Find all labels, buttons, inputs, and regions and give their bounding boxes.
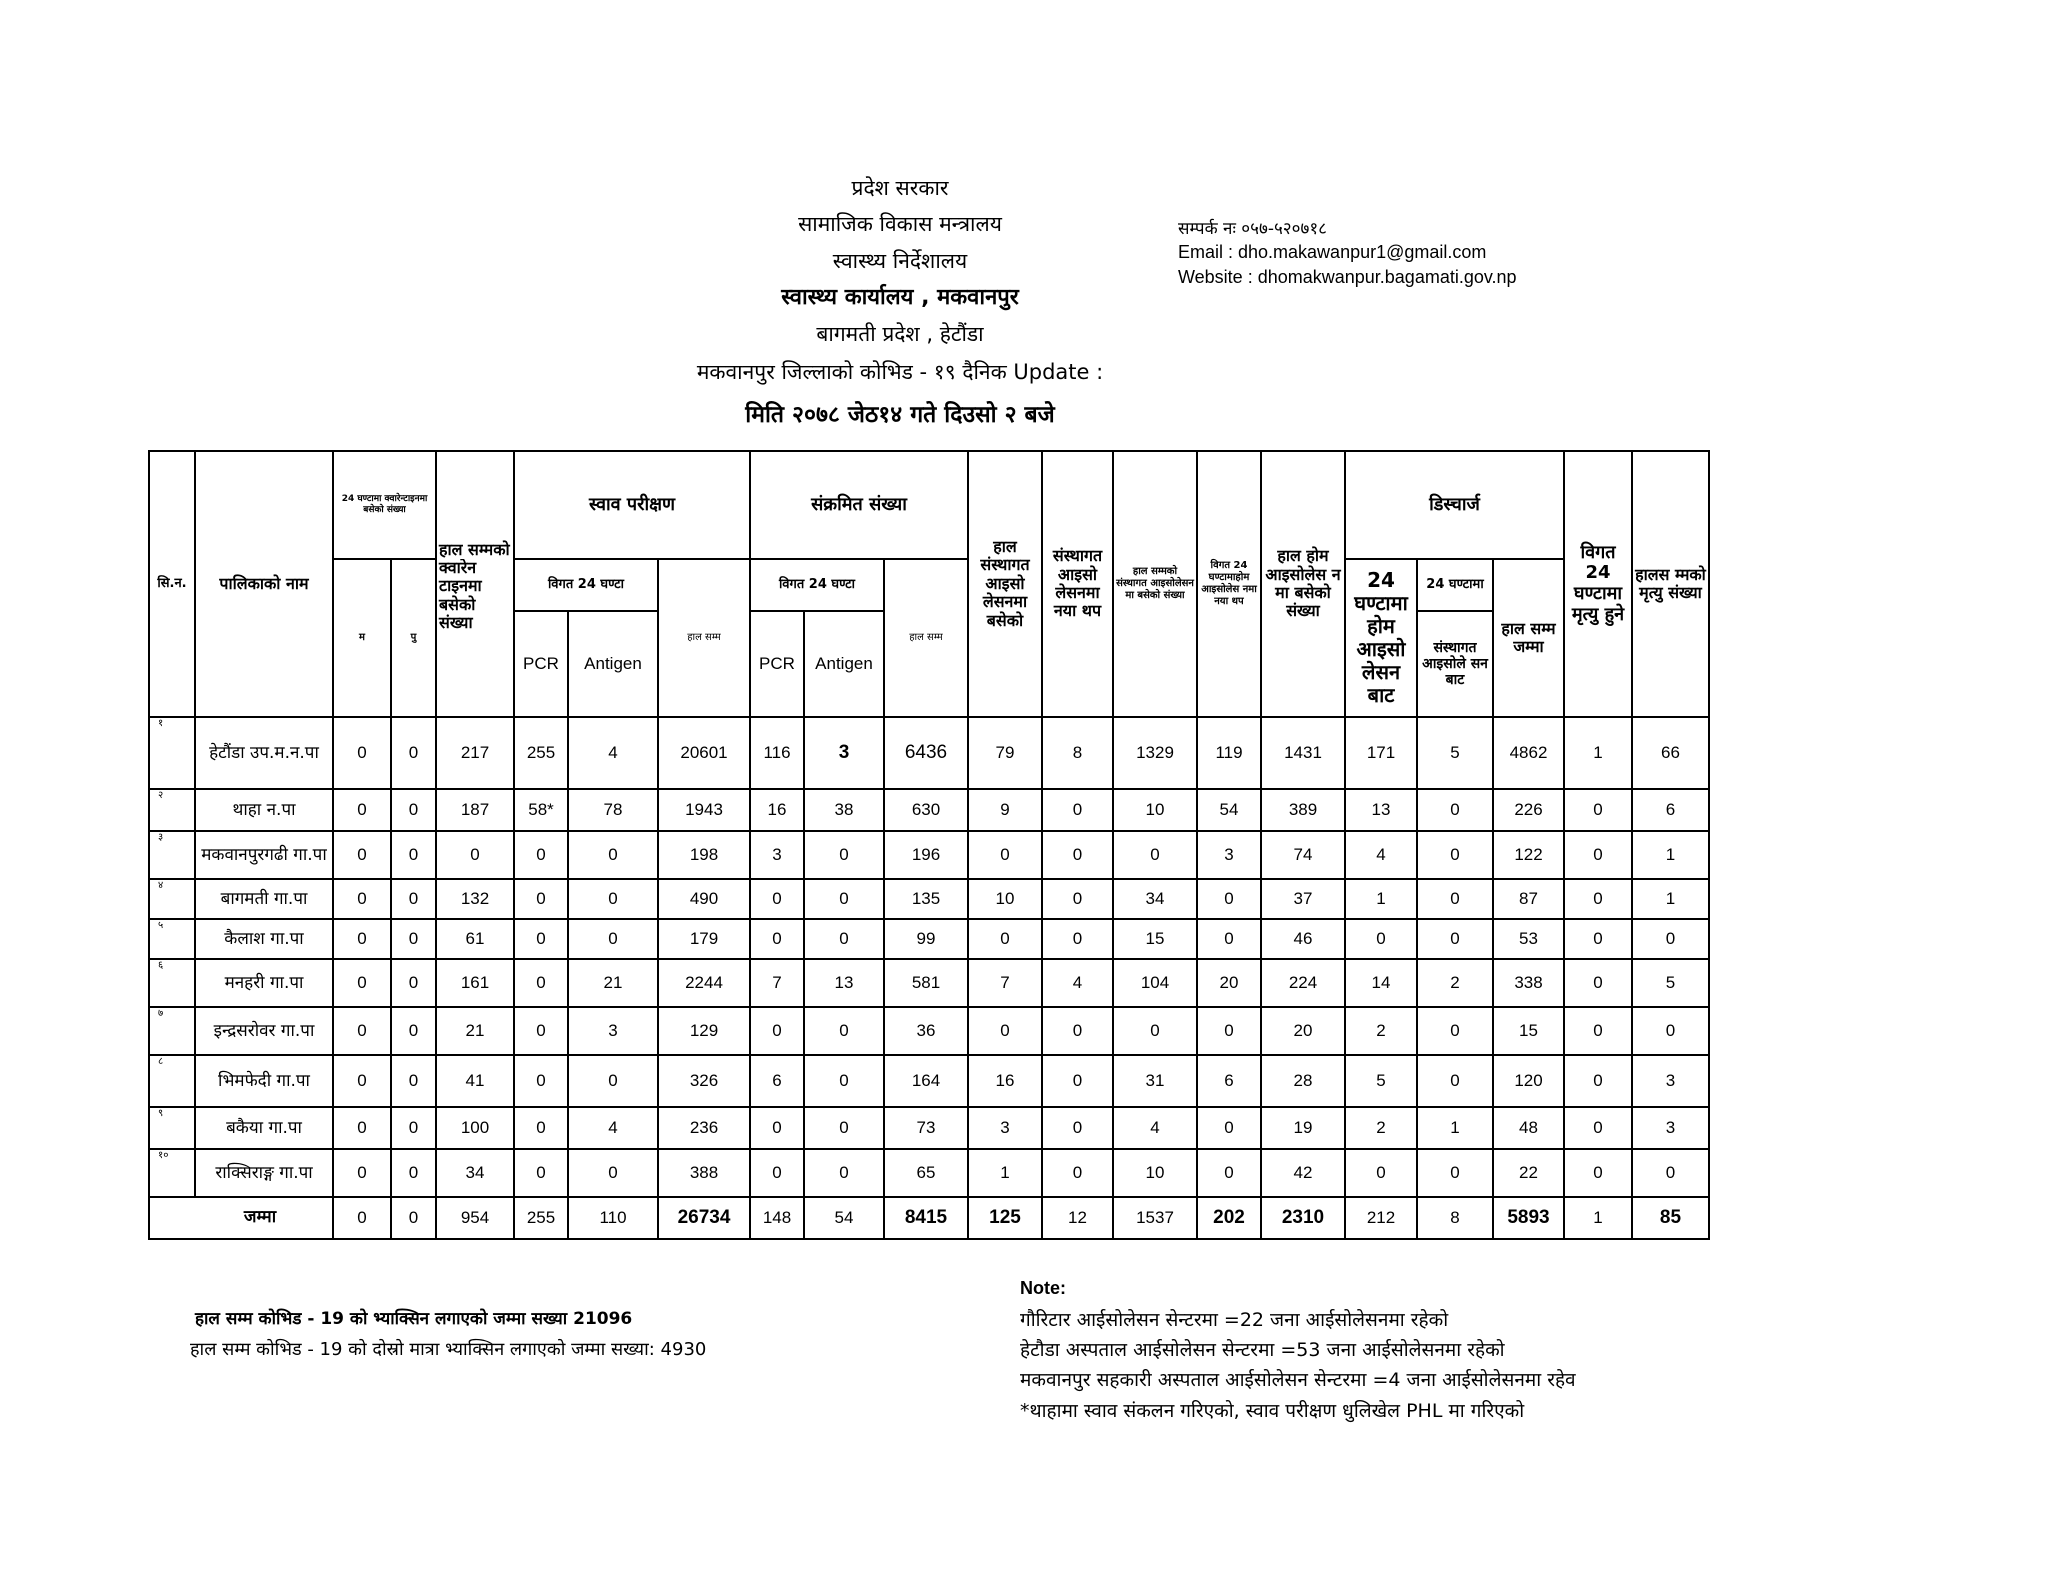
cell-iag: 0 <box>804 919 884 959</box>
cell-home-cur: 37 <box>1261 879 1345 919</box>
cell-inst-tot: 0 <box>1113 831 1197 879</box>
cell-home-cur: 20 <box>1261 1007 1345 1055</box>
cell-inf-total: 135 <box>884 879 968 919</box>
cell-ag: 0 <box>568 919 658 959</box>
row-sn: १० <box>149 1149 195 1197</box>
cell-iag: 0 <box>804 1007 884 1055</box>
cell-d-inst: 0 <box>1417 789 1493 831</box>
cell-d-inst: 0 <box>1417 1055 1493 1107</box>
total-death24: 1 <box>1564 1197 1632 1239</box>
cell-iag: 0 <box>804 1149 884 1197</box>
table-row <box>149 959 1709 1007</box>
cell-home-cur: 19 <box>1261 1107 1345 1149</box>
header-quarantine-24h: 24 घण्टामा क्वारेन्टाइनमा बसेको संख्या <box>333 451 436 559</box>
cell-inst-tot: 34 <box>1113 879 1197 919</box>
cell-inf-total: 73 <box>884 1107 968 1149</box>
total-inst-new: 12 <box>1042 1197 1113 1239</box>
header-inst-iso-total: हाल सम्मको संस्थागत आइसोलेसन मा बसेको संख्या <box>1113 451 1197 717</box>
report-title: मकवानपुर जिल्लाको कोभिड - १९ दैनिक Update : <box>696 360 1104 384</box>
cell-inst-cur: 10 <box>968 879 1042 919</box>
cell-inst-tot: 4 <box>1113 1107 1197 1149</box>
cell-d-home: 13 <box>1345 789 1417 831</box>
cell-m: 0 <box>391 831 436 879</box>
cell-swab-total: 129 <box>658 1007 750 1055</box>
cell-inst-tot: 10 <box>1113 789 1197 831</box>
cell-ipcr: 7 <box>750 959 804 1007</box>
cell-ipcr: 0 <box>750 1149 804 1197</box>
cell-f: 0 <box>333 1007 391 1055</box>
vaccine-second-dose: हाल सम्म कोभिड - 19 को दोस्रो मात्रा भ्याक्सिन लगाएको जम्मा सख्या: 4930 <box>190 1339 707 1360</box>
header-discharge-total: हाल सम्म जम्मा <box>1493 559 1564 717</box>
header-infected-antigen: Antigen <box>804 611 884 717</box>
cell-swab-total: 20601 <box>658 717 750 789</box>
cell-home-cur: 1431 <box>1261 717 1345 789</box>
cell-d-home: 0 <box>1345 919 1417 959</box>
cell-d-inst: 0 <box>1417 831 1493 879</box>
cell-home-cur: 74 <box>1261 831 1345 879</box>
cell-d-total: 87 <box>1493 879 1564 919</box>
note-line-1: गौरिटार आईसोलेसन सेन्टरमा =22 जना आईसोलेसनमा रहेको <box>1020 1309 1449 1331</box>
cell-inf-total: 65 <box>884 1149 968 1197</box>
cell-iag: 0 <box>804 831 884 879</box>
cell-d-total: 4862 <box>1493 717 1564 789</box>
header-swab-total: हाल सम्म <box>658 559 750 717</box>
cell-inst-tot: 0 <box>1113 1007 1197 1055</box>
cell-d-home: 2 <box>1345 1107 1417 1149</box>
row-palika-name: कैलाश गा.पा <box>195 919 333 959</box>
header-antigen: Antigen <box>568 611 658 717</box>
header-discharge-inst-top: 24 घण्टामा <box>1417 559 1493 611</box>
cell-ag: 3 <box>568 1007 658 1055</box>
cell-death-total: 5 <box>1632 959 1709 1007</box>
covid-data-table <box>148 450 1710 1240</box>
cell-q: 132 <box>436 879 514 919</box>
cell-death-total: 3 <box>1632 1107 1709 1149</box>
cell-home-new: 20 <box>1197 959 1261 1007</box>
cell-f: 0 <box>333 1149 391 1197</box>
cell-pcr: 0 <box>514 1007 568 1055</box>
cell-d-home: 14 <box>1345 959 1417 1007</box>
header-line-3: स्वास्थ्य निर्देशालय <box>832 249 968 273</box>
cell-d-total: 48 <box>1493 1107 1564 1149</box>
cell-pcr: 0 <box>514 879 568 919</box>
cell-inst-cur: 7 <box>968 959 1042 1007</box>
total-ag: 110 <box>568 1197 658 1239</box>
row-sn: ९ <box>149 1107 195 1149</box>
header-inst-iso-current: हाल संस्थागत आइसो लेसनमा बसेको <box>968 451 1042 717</box>
cell-pcr: 58* <box>514 789 568 831</box>
cell-death24: 0 <box>1564 1007 1632 1055</box>
cell-d-inst: 0 <box>1417 919 1493 959</box>
header-swab-test: स्वाव परीक्षण <box>514 451 750 559</box>
cell-death24: 0 <box>1564 1149 1632 1197</box>
cell-m: 0 <box>391 1149 436 1197</box>
cell-d-inst: 0 <box>1417 1149 1493 1197</box>
header-deaths-24h: विगत 24 घण्टामा मृत्यु हुने <box>1564 451 1632 717</box>
note-line-3: मकवानपुर सहकारी अस्पताल आईसोलेसन सेन्टरमा =4 जना आईसोलेसनमा रहेव <box>1020 1369 1576 1391</box>
cell-inf-total: 630 <box>884 789 968 831</box>
cell-swab-total: 179 <box>658 919 750 959</box>
row-sn: १ <box>149 717 195 789</box>
contact-phone: सम्पर्क नः ०५७-५२०७१८ <box>1178 219 1327 239</box>
table-row <box>149 1055 1709 1107</box>
cell-inst-new: 8 <box>1042 717 1113 789</box>
total-m: 0 <box>391 1197 436 1239</box>
header-infected: संक्रमित संख्या <box>750 451 968 559</box>
row-sn: ६ <box>149 959 195 1007</box>
row-palika-name: बकैया गा.पा <box>195 1107 333 1149</box>
total-death-total: 85 <box>1632 1197 1709 1239</box>
cell-ag: 0 <box>568 831 658 879</box>
cell-inst-new: 0 <box>1042 1055 1113 1107</box>
cell-d-home: 2 <box>1345 1007 1417 1055</box>
cell-ipcr: 3 <box>750 831 804 879</box>
cell-inst-cur: 3 <box>968 1107 1042 1149</box>
cell-swab-total: 236 <box>658 1107 750 1149</box>
cell-inst-tot: 10 <box>1113 1149 1197 1197</box>
cell-iag: 38 <box>804 789 884 831</box>
cell-inst-new: 0 <box>1042 1007 1113 1055</box>
cell-m: 0 <box>391 1107 436 1149</box>
cell-m: 0 <box>391 879 436 919</box>
cell-ipcr: 116 <box>750 717 804 789</box>
cell-d-inst: 2 <box>1417 959 1493 1007</box>
header-discharge-inst-bottom: संस्थागत आइसोले सन बाट <box>1417 611 1493 717</box>
cell-inst-tot: 15 <box>1113 919 1197 959</box>
total-inf-total: 8415 <box>884 1197 968 1239</box>
row-palika-name: थाहा न.पा <box>195 789 333 831</box>
cell-f: 0 <box>333 831 391 879</box>
cell-death-total: 6 <box>1632 789 1709 831</box>
cell-m: 0 <box>391 717 436 789</box>
total-row <box>149 1197 1709 1239</box>
row-palika-name: बागमती गा.पा <box>195 879 333 919</box>
cell-f: 0 <box>333 959 391 1007</box>
cell-iag: 0 <box>804 1107 884 1149</box>
table-row <box>149 789 1709 831</box>
row-palika-name: मनहरी गा.पा <box>195 959 333 1007</box>
cell-swab-total: 326 <box>658 1055 750 1107</box>
cell-death24: 1 <box>1564 717 1632 789</box>
cell-death24: 0 <box>1564 789 1632 831</box>
cell-ipcr: 0 <box>750 1107 804 1149</box>
header-palika: पालिकाको नाम <box>195 451 333 717</box>
cell-q: 34 <box>436 1149 514 1197</box>
cell-pcr: 0 <box>514 1107 568 1149</box>
cell-pcr: 0 <box>514 831 568 879</box>
cell-d-inst: 0 <box>1417 1007 1493 1055</box>
cell-death-total: 1 <box>1632 879 1709 919</box>
cell-home-cur: 42 <box>1261 1149 1345 1197</box>
cell-death-total: 3 <box>1632 1055 1709 1107</box>
cell-home-cur: 28 <box>1261 1055 1345 1107</box>
cell-d-inst: 1 <box>1417 1107 1493 1149</box>
cell-swab-total: 1943 <box>658 789 750 831</box>
cell-f: 0 <box>333 879 391 919</box>
total-ipcr: 148 <box>750 1197 804 1239</box>
cell-f: 0 <box>333 919 391 959</box>
cell-f: 0 <box>333 1107 391 1149</box>
cell-inf-total: 164 <box>884 1055 968 1107</box>
cell-m: 0 <box>391 1055 436 1107</box>
cell-ipcr: 0 <box>750 879 804 919</box>
report-date: मिति २०७८ जेठ१४ गते दिउसो २ बजे <box>745 402 1055 428</box>
cell-ag: 4 <box>568 1107 658 1149</box>
cell-swab-total: 2244 <box>658 959 750 1007</box>
cell-d-total: 338 <box>1493 959 1564 1007</box>
cell-iag: 0 <box>804 1055 884 1107</box>
cell-inst-tot: 31 <box>1113 1055 1197 1107</box>
total-inst-tot: 1537 <box>1113 1197 1197 1239</box>
table-row <box>149 1007 1709 1055</box>
cell-d-inst: 5 <box>1417 717 1493 789</box>
cell-q: 21 <box>436 1007 514 1055</box>
total-q: 954 <box>436 1197 514 1239</box>
cell-home-new: 0 <box>1197 1107 1261 1149</box>
header-pcr: PCR <box>514 611 568 717</box>
cell-swab-total: 388 <box>658 1149 750 1197</box>
note-line-4: *थाहामा स्वाव संकलन गरिएको, स्वाव परीक्षण धुलिखेल PHL मा गरिएको <box>1020 1400 1525 1422</box>
cell-home-new: 0 <box>1197 1007 1261 1055</box>
cell-pcr: 0 <box>514 919 568 959</box>
total-d-total: 5893 <box>1493 1197 1564 1239</box>
cell-d-total: 22 <box>1493 1149 1564 1197</box>
header-home-iso-new: विगत 24 घण्टामाहोम आइसोलेस नमा नया थप <box>1197 451 1261 717</box>
cell-death24: 0 <box>1564 831 1632 879</box>
cell-ag: 78 <box>568 789 658 831</box>
total-home-new: 202 <box>1197 1197 1261 1239</box>
cell-pcr: 0 <box>514 1149 568 1197</box>
cell-home-new: 0 <box>1197 879 1261 919</box>
cell-death24: 0 <box>1564 1107 1632 1149</box>
cell-iag: 3 <box>804 717 884 789</box>
cell-d-home: 0 <box>1345 1149 1417 1197</box>
total-d-home: 212 <box>1345 1197 1417 1239</box>
contact-email: Email : dho.makawanpur1@gmail.com <box>1178 242 1487 262</box>
table-row <box>149 1149 1709 1197</box>
total-f: 0 <box>333 1197 391 1239</box>
table-row <box>149 831 1709 879</box>
cell-inst-new: 4 <box>1042 959 1113 1007</box>
row-sn: ५ <box>149 919 195 959</box>
header-infected-24h: विगत 24 घण्टा <box>750 559 884 611</box>
cell-death-total: 0 <box>1632 1007 1709 1055</box>
cell-inf-total: 36 <box>884 1007 968 1055</box>
cell-m: 0 <box>391 959 436 1007</box>
cell-inst-new: 0 <box>1042 1149 1113 1197</box>
header-sn: सि.न. <box>149 451 195 717</box>
cell-inst-cur: 0 <box>968 831 1042 879</box>
row-palika-name: हेटौंडा उप.म.न.पा <box>195 717 333 789</box>
cell-home-new: 54 <box>1197 789 1261 831</box>
cell-ag: 21 <box>568 959 658 1007</box>
cell-q: 187 <box>436 789 514 831</box>
cell-f: 0 <box>333 1055 391 1107</box>
table-row <box>149 1107 1709 1149</box>
row-sn: ७ <box>149 1007 195 1055</box>
row-palika-name: भिमफेदी गा.पा <box>195 1055 333 1107</box>
header-inst-iso-new: संस्थागत आइसो लेसनमा नया थप <box>1042 451 1113 717</box>
vaccine-first-dose: हाल सम्म कोभिड - 19 को भ्याक्सिन लगाएको जम्मा सख्या 21096 <box>195 1309 633 1329</box>
cell-death-total: 1 <box>1632 831 1709 879</box>
office-name: स्वास्थ्य कार्यालय , मकवानपुर <box>781 285 1019 310</box>
cell-q: 0 <box>436 831 514 879</box>
cell-d-home: 4 <box>1345 831 1417 879</box>
cell-death24: 0 <box>1564 1055 1632 1107</box>
note-label: Note: <box>1020 1278 1066 1298</box>
cell-ipcr: 6 <box>750 1055 804 1107</box>
note-line-2: हेटौडा अस्पताल आईसोलेसन सेन्टरमा =53 जना आईसोलेसनमा रहेको <box>1020 1339 1505 1361</box>
cell-f: 0 <box>333 789 391 831</box>
cell-inst-tot: 104 <box>1113 959 1197 1007</box>
cell-inst-new: 0 <box>1042 1107 1113 1149</box>
cell-death-total: 0 <box>1632 1149 1709 1197</box>
header-quarantine-total-b: क्वारेन टाइनमा बसेको संख्या <box>436 559 514 717</box>
header-quarantine-total-a: हाल सम्मको <box>436 451 514 559</box>
cell-inst-cur: 1 <box>968 1149 1042 1197</box>
header-swab-24h: विगत 24 घण्टा <box>514 559 658 611</box>
header-infected-total: हाल सम्म <box>884 559 968 717</box>
cell-inf-total: 6436 <box>884 717 968 789</box>
cell-home-new: 6 <box>1197 1055 1261 1107</box>
cell-home-cur: 389 <box>1261 789 1345 831</box>
cell-swab-total: 198 <box>658 831 750 879</box>
cell-iag: 13 <box>804 959 884 1007</box>
header-line-2: सामाजिक विकास मन्त्रालय <box>798 212 1002 236</box>
table-row <box>149 919 1709 959</box>
cell-d-home: 1 <box>1345 879 1417 919</box>
row-sn: ३ <box>149 831 195 879</box>
cell-d-total: 120 <box>1493 1055 1564 1107</box>
cell-q: 161 <box>436 959 514 1007</box>
cell-inst-cur: 16 <box>968 1055 1042 1107</box>
header-home-iso-current: हाल होम आइसोलेस न मा बसेको संख्या <box>1261 451 1345 717</box>
cell-ag: 0 <box>568 879 658 919</box>
cell-ag: 0 <box>568 1055 658 1107</box>
header-infected-pcr: PCR <box>750 611 804 717</box>
row-sn: २ <box>149 789 195 831</box>
cell-d-total: 53 <box>1493 919 1564 959</box>
cell-home-new: 3 <box>1197 831 1261 879</box>
header-male: पु <box>391 559 436 717</box>
row-palika-name: इन्द्रसरोवर गा.पा <box>195 1007 333 1055</box>
total-label: जम्मा <box>149 1197 333 1239</box>
cell-f: 0 <box>333 717 391 789</box>
cell-d-inst: 0 <box>1417 879 1493 919</box>
total-home-cur: 2310 <box>1261 1197 1345 1239</box>
cell-death-total: 0 <box>1632 919 1709 959</box>
cell-q: 217 <box>436 717 514 789</box>
total-inst-cur: 125 <box>968 1197 1042 1239</box>
cell-home-new: 0 <box>1197 1149 1261 1197</box>
row-palika-name: राक्सिराङ्ग गा.पा <box>195 1149 333 1197</box>
cell-q: 100 <box>436 1107 514 1149</box>
cell-inst-new: 0 <box>1042 919 1113 959</box>
cell-death24: 0 <box>1564 959 1632 1007</box>
cell-inst-cur: 79 <box>968 717 1042 789</box>
cell-inst-cur: 0 <box>968 919 1042 959</box>
cell-q: 41 <box>436 1055 514 1107</box>
table-row <box>149 717 1709 789</box>
cell-swab-total: 490 <box>658 879 750 919</box>
cell-home-new: 0 <box>1197 919 1261 959</box>
header-discharge-home: 24 घण्टामा होम आइसो लेसन बाट <box>1345 559 1417 717</box>
cell-home-new: 119 <box>1197 717 1261 789</box>
cell-death-total: 66 <box>1632 717 1709 789</box>
total-iag: 54 <box>804 1197 884 1239</box>
cell-pcr: 0 <box>514 959 568 1007</box>
cell-ag: 0 <box>568 1149 658 1197</box>
cell-ag: 4 <box>568 717 658 789</box>
cell-ipcr: 0 <box>750 919 804 959</box>
total-pcr: 255 <box>514 1197 568 1239</box>
cell-m: 0 <box>391 1007 436 1055</box>
cell-q: 61 <box>436 919 514 959</box>
cell-inf-total: 581 <box>884 959 968 1007</box>
cell-inst-new: 0 <box>1042 789 1113 831</box>
cell-home-cur: 224 <box>1261 959 1345 1007</box>
cell-d-total: 122 <box>1493 831 1564 879</box>
cell-ipcr: 0 <box>750 1007 804 1055</box>
cell-death24: 0 <box>1564 879 1632 919</box>
header-female: म <box>333 559 391 717</box>
province-line: बागमती प्रदेश , हेटौंडा <box>816 322 984 346</box>
cell-m: 0 <box>391 789 436 831</box>
header-deaths-total: हालस म्मको मृत्यु संख्या <box>1632 451 1709 717</box>
cell-inst-cur: 9 <box>968 789 1042 831</box>
row-sn: ४ <box>149 879 195 919</box>
cell-m: 0 <box>391 919 436 959</box>
header-discharge: डिस्चार्ज <box>1345 451 1564 559</box>
cell-d-home: 171 <box>1345 717 1417 789</box>
row-palika-name: मकवानपुरगढी गा.पा <box>195 831 333 879</box>
cell-d-home: 5 <box>1345 1055 1417 1107</box>
table-row <box>149 879 1709 919</box>
total-d-inst: 8 <box>1417 1197 1493 1239</box>
cell-pcr: 0 <box>514 1055 568 1107</box>
row-sn: ८ <box>149 1055 195 1107</box>
cell-inf-total: 196 <box>884 831 968 879</box>
cell-inst-tot: 1329 <box>1113 717 1197 789</box>
cell-death24: 0 <box>1564 919 1632 959</box>
cell-pcr: 255 <box>514 717 568 789</box>
cell-d-total: 15 <box>1493 1007 1564 1055</box>
header-line-1: प्रदेश सरकार <box>851 176 949 200</box>
contact-website: Website : dhomakwanpur.bagamati.gov.np <box>1178 267 1517 287</box>
cell-inst-new: 0 <box>1042 879 1113 919</box>
cell-ipcr: 16 <box>750 789 804 831</box>
cell-home-cur: 46 <box>1261 919 1345 959</box>
cell-inst-new: 0 <box>1042 831 1113 879</box>
cell-inst-cur: 0 <box>968 1007 1042 1055</box>
cell-inf-total: 99 <box>884 919 968 959</box>
cell-iag: 0 <box>804 879 884 919</box>
cell-d-total: 226 <box>1493 789 1564 831</box>
total-swab-total: 26734 <box>658 1197 750 1239</box>
